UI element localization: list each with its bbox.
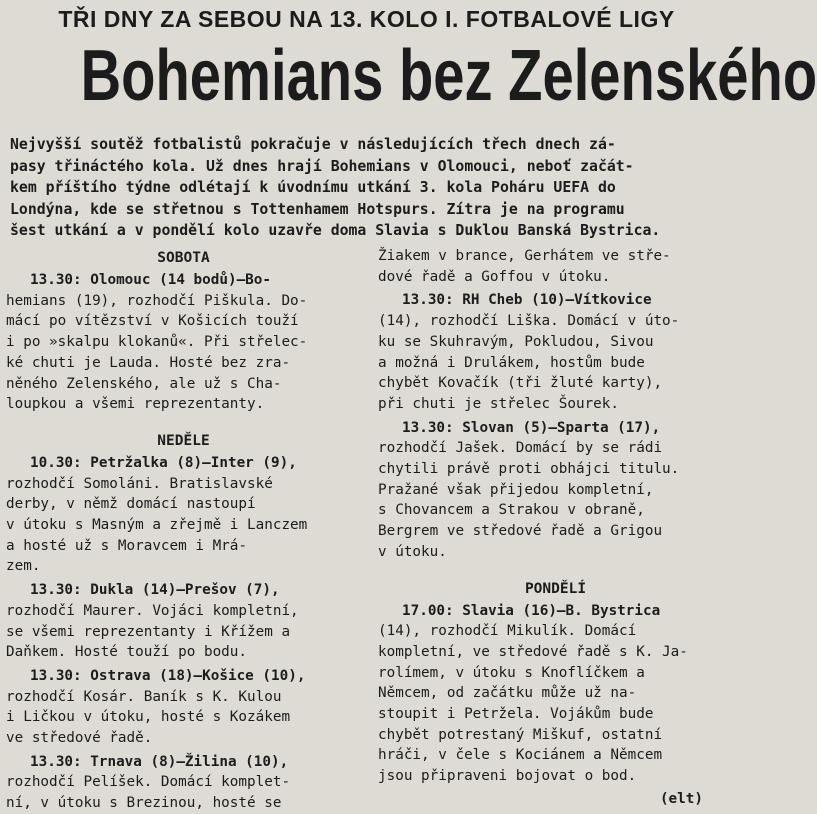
- text-line: něného Zelenského, ale už s Cha-: [6, 375, 282, 392]
- match-title: 10.30: Petržalka (8)—Inter (9),: [30, 454, 297, 471]
- lead-line: šest utkání a v pondělí kolo uzavře doma Slavia s Duklou Banská Bystrica.: [10, 222, 661, 239]
- text-line: zem.: [6, 558, 41, 575]
- text-line: dové řadě a Goffou v útoku.: [378, 268, 611, 285]
- text-line: ké chuti je Lauda. Hosté bez zra-: [6, 354, 291, 371]
- text-line: rozhodčí Maurer. Vojáci kompletní,: [6, 602, 299, 619]
- text-line: kompletní, ve středové řadě s K. Ja-: [378, 643, 688, 660]
- text-line: Daňkem. Hosté touží po bodu.: [6, 644, 248, 661]
- text-line: a hosté už s Moravcem i Mrá-: [6, 537, 248, 554]
- text-line: ní, v útoku s Brezinou, hosté se: [6, 795, 282, 812]
- text-line: rozhodčí Kosár. Baník s K. Kulou: [6, 688, 282, 705]
- lead-line: kem příštího týdne odlétají k úvodnímu utkání 3. kola Poháru UEFA do: [10, 179, 616, 196]
- section-heading-sobota: SOBOTA: [157, 250, 210, 266]
- match-title: 13.30: RH Cheb (10)—Vítkovice: [402, 292, 652, 309]
- text-line: rozhodčí Somoláni. Bratislavské: [6, 475, 273, 492]
- text-line: derby, v němž domácí nastoupí: [6, 496, 256, 513]
- text-line: ve středové řadě.: [6, 730, 153, 747]
- text-line: i Ličkou v útoku, hosté s Kozákem: [6, 709, 291, 726]
- kicker-headline: TŘI DNY ZA SEBOU NA 13. KOLO I. FOTBALOVÉ LIGY: [58, 6, 675, 32]
- text-line: mácí po vítězství v Košicích touží: [6, 313, 299, 330]
- text-line: s Chovancem a Strakou v obraně,: [378, 502, 645, 519]
- text-line: chybět potrestaný Miškuf, ostatní: [378, 726, 663, 743]
- text-line: i po »skalpu klokanů«. Při střelec-: [6, 334, 308, 351]
- match-title: 13.30: Slovan (5)—Sparta (17),: [402, 419, 661, 436]
- left-column: [6, 246, 361, 814]
- text-line: v útoku s Masným a zřejmě i Lanczem: [6, 517, 308, 534]
- text-line: stoupit i Petržela. Vojákům bude: [378, 706, 654, 723]
- text-line: rolímem, v útoku s Knoflíčkem a: [378, 664, 645, 681]
- match-title: 13.30: Ostrava (18)—Košice (10),: [30, 667, 306, 684]
- text-line: Bergrem ve středové řadě a Grigou: [378, 523, 663, 540]
- text-line: (14), rozhodčí Mikulík. Domácí: [378, 623, 637, 640]
- match-title: 17.00: Slavia (16)—B. Bystrica: [402, 602, 661, 619]
- section-heading-nedele: NEDĚLE: [157, 432, 210, 449]
- lead-paragraph: [10, 134, 723, 242]
- author-signature: (elt): [659, 790, 703, 807]
- text-line: ku se Skuhravým, Pokludou, Sivou: [378, 333, 654, 350]
- right-column: [378, 246, 733, 810]
- match-title: 13.30: Dukla (14)—Prešov (7),: [30, 582, 280, 599]
- text-line: loupkou a všemi reprezentanty.: [6, 396, 265, 413]
- text-line: Pražané však přijedou kompletní,: [378, 481, 654, 498]
- text-line: rozhodčí Pelíšek. Domácí komplet-: [6, 774, 291, 791]
- text-line: hemians (19), rozhodčí Piškula. Do-: [6, 292, 308, 309]
- section-heading-pondeli: PONDĚLÍ: [524, 580, 587, 597]
- text-line: chytili právě proti obhájci titulu.: [378, 461, 680, 478]
- text-line: při chuti je střelec Šourek.: [378, 395, 620, 412]
- lead-line: Londýna, kde se střetnou s Tottenhamem Hotspurs. Zítra je na programu: [10, 200, 625, 218]
- text-line: jsou připraveni bojovat o bod.: [378, 768, 637, 785]
- match-title: 13.30: Trnava (8)—Žilina (10),: [30, 753, 289, 770]
- text-line: (14), rozhodčí Liška. Domácí v úto-: [378, 313, 680, 330]
- match-title: 13.30: Olomouc (14 bodů)—Bo-: [30, 272, 272, 288]
- text-line: v útoku.: [378, 543, 447, 560]
- lead-line: Nejvyšší soutěž fotbalistů pokračuje v následujících třech dnech zá-: [10, 136, 616, 153]
- text-line: Žiakem v brance, Gerhátem ve stře-: [378, 248, 671, 264]
- text-line: se všemi reprezentanty i Křížem a: [6, 623, 291, 640]
- text-line: a možná i Drulákem, hostům bude: [378, 354, 645, 371]
- main-headline: Bohemians bez Zelenského: [80, 36, 817, 116]
- lead-line: pasy třináctého kola. Už dnes hrají Bohemians v Olomouci, neboť začát-: [10, 157, 634, 175]
- text-line: hráči, v čele s Kociánem a Němcem: [378, 747, 663, 764]
- text-line: chybět Kovačík (tři žluté karty),: [378, 375, 663, 392]
- text-line: rozhodčí Jašek. Domácí by se rádi: [378, 440, 663, 457]
- text-line: Němcem, od začátku může už na-: [378, 685, 637, 702]
